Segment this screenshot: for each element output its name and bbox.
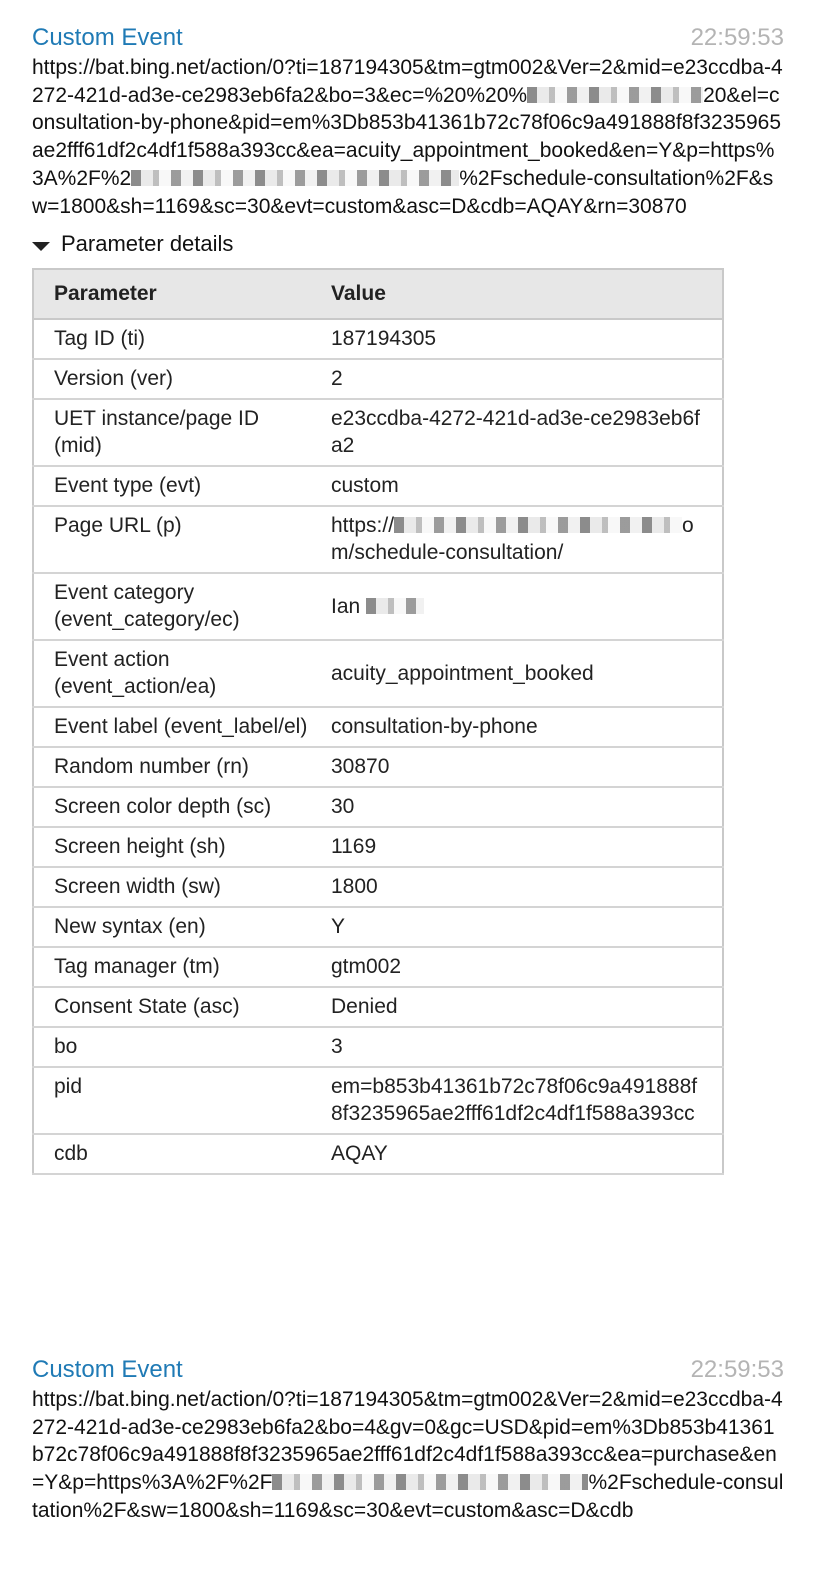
parameter-value: 2 <box>311 359 723 399</box>
column-header-value: Value <box>311 269 723 319</box>
column-header-parameter: Parameter <box>33 269 311 319</box>
parameter-value: Y <box>311 907 723 947</box>
table-row <box>33 987 723 1027</box>
redacted-block <box>366 598 424 614</box>
parameter-name: Tag manager (tm) <box>33 947 311 987</box>
table-row <box>33 1027 723 1067</box>
parameter-name: Event label (event_label/el) <box>33 707 311 747</box>
table-row <box>33 1134 723 1174</box>
parameter-value: consultation-by-phone <box>311 707 723 747</box>
table-row <box>33 573 723 640</box>
parameter-name: Page URL (p) <box>33 506 311 573</box>
table-row <box>33 640 723 707</box>
parameter-name: UET instance/page ID (mid) <box>33 399 311 466</box>
parameter-value: 1800 <box>311 867 723 907</box>
table-row <box>33 359 723 399</box>
table-row <box>33 787 723 827</box>
parameter-value: 30 <box>311 787 723 827</box>
event-entry <box>32 1354 784 1525</box>
url-prefix: https:// <box>331 514 395 538</box>
category-value: Ian <box>331 594 361 618</box>
parameter-name: Tag ID (ti) <box>33 319 311 359</box>
table-row <box>33 747 723 787</box>
parameter-name: New syntax (en) <box>33 907 311 947</box>
redacted-block <box>131 170 459 186</box>
parameter-name: Consent State (asc) <box>33 987 311 1027</box>
event-timestamp: 22:59:53 <box>690 24 784 51</box>
parameter-value: em=b853b41361b72c78f06c9a491888f8f3235965ae2fff61df2c4df1f588a393cc <box>311 1067 723 1134</box>
table-row <box>33 947 723 987</box>
parameter-name: Random number (rn) <box>33 747 311 787</box>
table-row <box>33 867 723 907</box>
parameter-name: Version (ver) <box>33 359 311 399</box>
event-request-url <box>32 54 784 220</box>
parameter-value: custom <box>311 466 723 506</box>
parameter-name: Screen height (sh) <box>33 827 311 867</box>
url-text: %2Fschedule-consultation%2F&sw=1800&sh=1169&sc=30&evt=custom&asc=D&cdb <box>32 1471 784 1522</box>
parameter-value: AQAY <box>311 1134 723 1174</box>
table-row <box>33 506 723 573</box>
table-row <box>33 827 723 867</box>
parameter-value: acuity_appointment_booked <box>311 640 723 707</box>
table-row <box>33 319 723 359</box>
event-timestamp: 22:59:53 <box>690 1356 784 1383</box>
parameter-value: gtm002 <box>311 947 723 987</box>
parameter-value <box>311 506 723 573</box>
parameter-details-toggle[interactable] <box>32 230 784 258</box>
parameter-name: cdb <box>33 1134 311 1174</box>
parameter-value: 3 <box>311 1027 723 1067</box>
parameter-value: e23ccdba-4272-421d-ad3e-ce2983eb6fa2 <box>311 399 723 466</box>
table-row <box>33 907 723 947</box>
url-text: https://bat.bing.net/action/0?ti=187194305&tm=gtm002&Ver=2&mid=e23ccdba-4272-421d-ad3e-ce2983eb6fa2&bo=3&ec=%20%20% <box>32 56 783 107</box>
redacted-block <box>272 1474 588 1490</box>
table-row <box>33 399 723 466</box>
parameter-name: Screen width (sw) <box>33 867 311 907</box>
parameter-name: Event action (event_action/ea) <box>33 640 311 707</box>
parameter-name: Screen color depth (sc) <box>33 787 311 827</box>
url-suffix: om/schedule-consultation/ <box>331 514 694 565</box>
event-title[interactable]: Custom Event <box>32 1356 183 1383</box>
event-header <box>32 22 784 54</box>
table-header-row <box>33 269 723 319</box>
redacted-block <box>394 517 682 533</box>
parameter-value: Denied <box>311 987 723 1027</box>
parameter-name: Event category (event_category/ec) <box>33 573 311 640</box>
parameter-details-label: Parameter details <box>61 231 234 257</box>
event-request-url <box>32 1386 784 1525</box>
parameter-name: pid <box>33 1067 311 1134</box>
url-text: https://bat.bing.net/action/0?ti=187194305&tm=gtm002&Ver=2&mid=e23ccdba-4272-421d-ad3e-ce2983eb6fa2&bo=4&gv=0&gc=USD&pid=em%3Db853b41361b72c78f06c9a491888f8f3235965ae2fff61df2c4df1f588a393cc&ea=purchase&en=Y&p=https%3A%2F%2F <box>32 1388 783 1495</box>
table-row <box>33 1067 723 1134</box>
url-text: 20&el=consultation-by-phone&pid=em%3Db853b41361b72c78f06c9a491888f8f3235965ae2fff61df2c4df1f588a393cc&ea=acuity_appointment_booked&en=Y&p=https%3A%2F%2 <box>32 83 782 190</box>
parameter-value: 1169 <box>311 827 723 867</box>
parameter-name: Event type (evt) <box>33 466 311 506</box>
event-header <box>32 1354 784 1386</box>
table-row <box>33 707 723 747</box>
parameter-table <box>32 268 724 1175</box>
parameter-value <box>311 573 723 640</box>
redacted-block <box>527 87 703 103</box>
event-title[interactable]: Custom Event <box>32 24 183 51</box>
parameter-value: 30870 <box>311 747 723 787</box>
table-row <box>33 466 723 506</box>
url-text: %2Fschedule-consultation%2F&sw=1800&sh=1169&sc=30&evt=custom&asc=D&cdb=AQAY&rn=30870 <box>32 166 774 218</box>
event-entry <box>32 22 784 1175</box>
triangle-down-icon <box>32 242 50 251</box>
parameter-name: bo <box>33 1027 311 1067</box>
parameter-value: 187194305 <box>311 319 723 359</box>
